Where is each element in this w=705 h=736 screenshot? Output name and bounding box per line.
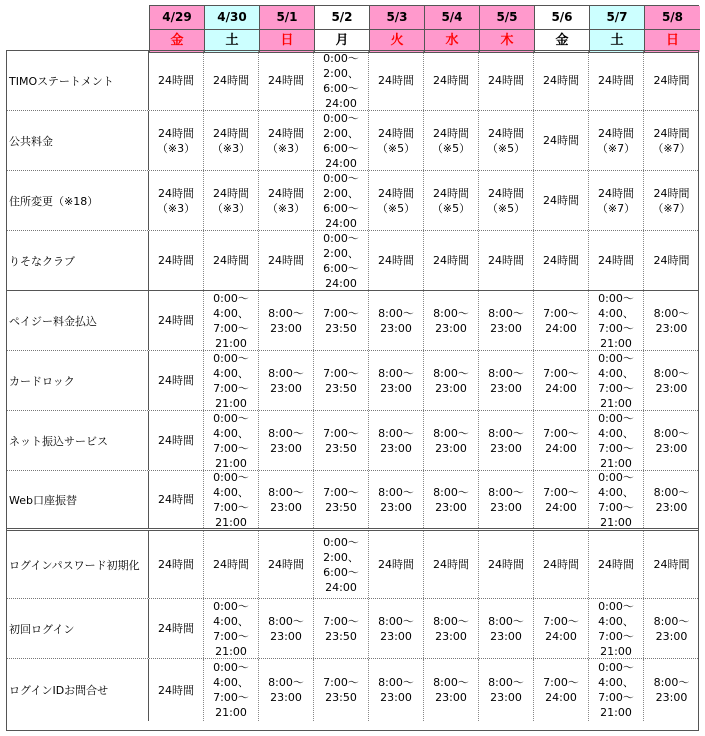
table-cell: 0:00～ 4:00、 7:00～ 21:00 (589, 351, 644, 410)
header-date: 5/2 (315, 6, 369, 30)
header-date: 5/3 (370, 6, 424, 30)
table-cell: 8:00～ 23:00 (653, 306, 690, 335)
table-cell: 8:00～ 23:00 (369, 659, 424, 721)
table-cell: 7:00～ 23:50 (314, 351, 369, 410)
table-cell: 8:00～ 23:00 (653, 366, 690, 395)
header-weekday: 日 (260, 30, 314, 52)
table-cell: 24時間 （※3） (204, 171, 259, 230)
table-cell: 8:00～ 23:00 (259, 411, 314, 470)
row-label: 住所変更（※18） (7, 171, 149, 230)
table-cell: 8:00～ 23:00 (369, 411, 424, 470)
table-row (7, 659, 698, 721)
table-cell: 7:00～ 24:00 (534, 471, 589, 528)
table-cell: 8:00～ 23:00 (259, 471, 314, 528)
row-label: カードロック (7, 351, 149, 410)
table-cell: 8:00～ 23:00 (424, 291, 479, 350)
table-cell: 24時間 （※7） (652, 126, 691, 155)
table-cell: 24時間 （※5） (424, 171, 479, 230)
table-row (7, 411, 698, 471)
table-cell: 8:00～ 23:00 (259, 291, 314, 350)
table-cell: 0:00～ 2:00、 6:00～ 24:00 (314, 51, 369, 110)
table-cell: 24時間 (589, 531, 644, 598)
table-cell: 24時間 (149, 471, 204, 528)
table-cell: 24時間 (204, 531, 259, 598)
header-day-6 (425, 6, 480, 52)
row-label: Web口座振替 (7, 471, 149, 528)
table-cell: 24時間 （※3） (149, 111, 204, 170)
table-cell: 7:00～ 24:00 (534, 411, 589, 470)
table-cell: 0:00～ 4:00、 7:00～ 21:00 (589, 291, 644, 350)
table-row (7, 111, 698, 171)
table-cell: 24時間 (653, 74, 690, 87)
table-cell: 24時間 （※3） (259, 111, 314, 170)
table-cell: 24時間 (149, 291, 204, 350)
table-cell: 24時間 (479, 531, 534, 598)
table-row (7, 171, 698, 231)
table-cell: 24時間 （※7） (589, 111, 644, 170)
table-cell: 24時間 (259, 231, 314, 290)
row-label: ログインパスワード初期化 (7, 531, 149, 598)
table-cell: 0:00～ 4:00、 7:00～ 21:00 (589, 659, 644, 721)
header-date: 5/1 (260, 6, 314, 30)
table-cell: 8:00～ 23:00 (479, 599, 534, 658)
header-date: 5/8 (645, 6, 700, 30)
table-cell: 24時間 (479, 231, 534, 290)
table-row (7, 231, 698, 291)
table-cell: 0:00～ 4:00、 7:00～ 21:00 (204, 599, 259, 658)
header-date: 4/30 (205, 6, 259, 30)
table-cell: 8:00～ 23:00 (259, 351, 314, 410)
header-weekday: 火 (370, 30, 424, 52)
table-row (7, 51, 698, 111)
table-cell: 8:00～ 23:00 (259, 659, 314, 721)
date-header (149, 5, 699, 53)
table-cell: 7:00～ 23:50 (314, 291, 369, 350)
table-cell: 8:00～ 23:00 (369, 471, 424, 528)
table-cell: 24時間 (149, 51, 204, 110)
table-cell: 24時間 (369, 51, 424, 110)
table-cell: 24時間 (534, 171, 589, 230)
table-cell: 0:00～ 2:00、 6:00～ 24:00 (314, 111, 369, 170)
table-cell: 8:00～ 23:00 (479, 411, 534, 470)
table-cell: 24時間 (534, 231, 589, 290)
table-cell: 0:00～ 2:00、 6:00～ 24:00 (314, 531, 369, 598)
table-cell: 24時間 (589, 231, 644, 290)
table-cell: 24時間 (534, 531, 589, 598)
table-cell: 24時間 (653, 558, 690, 571)
table-cell: 0:00～ 4:00、 7:00～ 21:00 (204, 351, 259, 410)
row-label: ログインIDお問合せ (7, 659, 149, 721)
header-weekday: 土 (590, 30, 644, 52)
header-day-9 (590, 6, 645, 52)
table-cell: 0:00～ 4:00、 7:00～ 21:00 (204, 291, 259, 350)
table-cell: 24時間 (204, 231, 259, 290)
table-cell: 0:00～ 2:00、 6:00～ 24:00 (314, 171, 369, 230)
table-cell: 24時間 (259, 531, 314, 598)
schedule-table (6, 50, 699, 731)
table-cell: 8:00～ 23:00 (369, 291, 424, 350)
table-cell: 7:00～ 24:00 (534, 599, 589, 658)
header-weekday: 土 (205, 30, 259, 52)
header-day-2 (205, 6, 260, 52)
header-weekday: 木 (480, 30, 534, 52)
table-cell: 24時間 (149, 599, 204, 658)
table-row (7, 351, 698, 411)
table-cell: 8:00～ 23:00 (424, 471, 479, 528)
table-cell: 8:00～ 23:00 (653, 426, 690, 455)
table-cell: 24時間 (149, 351, 204, 410)
row-label: 公共料金 (7, 111, 149, 170)
table-cell: 24時間 （※5） (479, 111, 534, 170)
table-cell: 24時間 (204, 51, 259, 110)
header-day-10 (645, 6, 700, 52)
table-cell: 24時間 （※3） (149, 171, 204, 230)
header-date: 5/7 (590, 6, 644, 30)
table-cell: 0:00～ 4:00、 7:00～ 21:00 (589, 471, 644, 528)
header-day-7 (480, 6, 535, 52)
row-label: TIMOステートメント (7, 51, 149, 110)
table-cell: 7:00～ 23:50 (314, 411, 369, 470)
header-date: 5/4 (425, 6, 479, 30)
table-cell: 24時間 (149, 531, 204, 598)
table-cell: 24時間 (149, 411, 204, 470)
table-cell: 24時間 (534, 111, 589, 170)
table-cell: 7:00～ 24:00 (534, 291, 589, 350)
table-cell: 8:00～ 23:00 (479, 659, 534, 721)
table-row (7, 531, 698, 599)
table-cell: 8:00～ 23:00 (424, 659, 479, 721)
table-cell: 24時間 (479, 51, 534, 110)
table-row (7, 599, 698, 659)
table-cell: 24時間 (149, 231, 204, 290)
header-date: 5/5 (480, 6, 534, 30)
table-cell: 24時間 （※7） (589, 171, 644, 230)
header-date: 5/6 (535, 6, 589, 30)
table-cell: 7:00～ 24:00 (534, 659, 589, 721)
table-row (7, 471, 698, 531)
table-cell: 0:00～ 4:00、 7:00～ 21:00 (204, 659, 259, 721)
table-cell: 8:00～ 23:00 (369, 599, 424, 658)
table-cell: 0:00～ 4:00、 7:00～ 21:00 (204, 411, 259, 470)
header-day-8 (535, 6, 590, 52)
header-day-5 (370, 6, 425, 52)
table-cell: 24時間 (534, 51, 589, 110)
table-cell: 7:00～ 24:00 (534, 351, 589, 410)
table-cell: 24時間 (369, 231, 424, 290)
table-cell: 7:00～ 23:50 (314, 471, 369, 528)
table-cell: 0:00～ 2:00、 6:00～ 24:00 (314, 231, 369, 290)
header-weekday: 金 (535, 30, 589, 52)
table-cell: 8:00～ 23:00 (259, 599, 314, 658)
table-cell: 24時間 （※5） (369, 111, 424, 170)
row-label: りそなクラブ (7, 231, 149, 290)
table-cell: 24時間 (259, 51, 314, 110)
table-cell: 24時間 （※5） (369, 171, 424, 230)
table-cell: 8:00～ 23:00 (653, 614, 690, 643)
header-day-3 (260, 6, 315, 52)
table-cell: 24時間 （※5） (479, 171, 534, 230)
row-label: ネット振込サービス (7, 411, 149, 470)
table-cell: 8:00～ 23:00 (424, 351, 479, 410)
table-cell: 7:00～ 23:50 (314, 599, 369, 658)
table-cell: 24時間 （※3） (204, 111, 259, 170)
table-cell: 24時間 （※3） (259, 171, 314, 230)
table-cell: 24時間 （※5） (424, 111, 479, 170)
table-cell: 24時間 (424, 231, 479, 290)
row-label: 初回ログイン (7, 599, 149, 658)
table-cell: 8:00～ 23:00 (479, 351, 534, 410)
header-weekday: 水 (425, 30, 479, 52)
table-cell: 24時間 （※7） (652, 186, 691, 215)
table-row (7, 291, 698, 351)
table-cell: 8:00～ 23:00 (479, 291, 534, 350)
table-cell: 8:00～ 23:00 (653, 676, 690, 704)
table-cell: 8:00～ 23:00 (653, 485, 690, 514)
row-label: ペイジー料金払込 (7, 291, 149, 350)
table-cell: 8:00～ 23:00 (369, 351, 424, 410)
table-cell: 8:00～ 23:00 (424, 599, 479, 658)
table-cell: 24時間 (653, 254, 690, 267)
header-date: 4/29 (150, 6, 204, 30)
header-weekday: 金 (150, 30, 204, 52)
table-cell: 0:00～ 4:00、 7:00～ 21:00 (589, 411, 644, 470)
table-cell: 24時間 (424, 51, 479, 110)
table-cell: 7:00～ 23:50 (314, 659, 369, 721)
header-day-4 (315, 6, 370, 52)
header-weekday: 日 (645, 30, 700, 52)
table-cell: 24時間 (149, 659, 204, 721)
table-cell: 24時間 (424, 531, 479, 598)
table-cell: 0:00～ 4:00、 7:00～ 21:00 (204, 471, 259, 528)
table-cell: 8:00～ 23:00 (479, 471, 534, 528)
table-cell: 24時間 (369, 531, 424, 598)
table-cell: 24時間 (589, 51, 644, 110)
table-cell: 8:00～ 23:00 (424, 411, 479, 470)
table-cell: 0:00～ 4:00、 7:00～ 21:00 (589, 599, 644, 658)
header-weekday: 月 (315, 30, 369, 52)
header-day-1 (150, 6, 205, 52)
